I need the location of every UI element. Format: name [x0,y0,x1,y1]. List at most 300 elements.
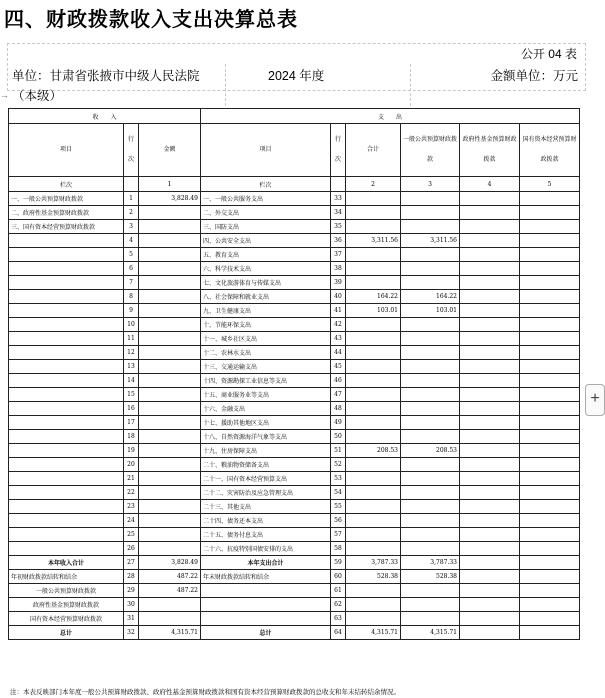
expense-state-capital [520,374,580,388]
table-row [9,556,580,570]
income-item: 本年收入合计 [9,556,124,570]
expense-item: 二十二、灾害防治及应急管理支出 [201,486,331,500]
expense-item: 九、卫生健康支出 [201,304,331,318]
col-index-4: 4 [460,177,520,192]
income-amount [139,332,201,346]
expense-general-budget [401,486,460,500]
table-row [9,360,580,374]
table-row [9,262,580,276]
expense-row-no: 58 [331,542,346,556]
expense-state-capital [520,248,580,262]
expense-state-capital [520,304,580,318]
expense-gov-fund [460,318,520,332]
expense-item: 十一、城乡社区支出 [201,332,331,346]
expense-state-capital [520,192,580,206]
income-row-no: 3 [124,220,139,234]
col-index-empty [124,177,139,192]
col-index-5: 5 [520,177,580,192]
expense-general-budget [401,360,460,374]
expense-item [201,598,331,612]
income-amount [139,262,201,276]
expense-state-capital [520,528,580,542]
table-row [9,388,580,402]
expense-total [346,528,401,542]
expense-general-budget [401,584,460,598]
expense-general-budget [401,528,460,542]
expense-general-budget [401,248,460,262]
expense-state-capital [520,206,580,220]
income-amount [139,206,201,220]
page-title: 四、财政拨款收入支出决算总表 [4,7,298,31]
income-amount [139,276,201,290]
expense-total: 528.38 [346,570,401,584]
expense-row-no: 54 [331,486,346,500]
expense-general-budget [401,402,460,416]
expense-gov-fund [460,276,520,290]
expense-general-budget [401,220,460,234]
expense-state-capital [520,416,580,430]
expense-row-no: 47 [331,388,346,402]
expense-total [346,458,401,472]
expense-row-no: 48 [331,402,346,416]
income-item [9,514,124,528]
expense-gov-fund [460,556,520,570]
income-item: 总计 [9,626,124,640]
expense-row-no: 43 [331,332,346,346]
income-amount [139,346,201,360]
table-row [9,318,580,332]
expense-general-budget [401,416,460,430]
expense-row-no: 39 [331,276,346,290]
unit-name-line1: 单位：甘肃省张掖市中级人民法院 [12,69,200,83]
table-row [9,444,580,458]
footnote: 注：本表反映部门本年度一般公共预算财政拨款、政府性基金预算财政拨款和国有资本经营预算财政拨款的总收支和年末结转结余情况。 [10,688,400,696]
table-row [9,598,580,612]
expense-general-budget [401,318,460,332]
col-header-total: 合计 [346,124,401,177]
table-row [9,458,580,472]
income-row-no: 4 [124,234,139,248]
expense-general-budget [401,500,460,514]
income-row-no: 27 [124,556,139,570]
expense-total [346,584,401,598]
expense-gov-fund [460,220,520,234]
expense-gov-fund [460,248,520,262]
income-amount [139,500,201,514]
form-number: 公开 04 表 [520,47,577,61]
expense-total [346,318,401,332]
income-amount [139,416,201,430]
expense-item [201,584,331,598]
table-row [9,430,580,444]
income-amount: 3,828.49 [139,556,201,570]
income-amount: 487.22 [139,584,201,598]
expense-state-capital [520,318,580,332]
table-row [9,248,580,262]
col-header-gov-fund: 政府性基金预算财政拨款 [460,124,520,177]
income-row-no: 23 [124,500,139,514]
expense-general-budget: 3,787.33 [401,556,460,570]
expense-gov-fund [460,584,520,598]
expense-total [346,374,401,388]
income-amount [139,430,201,444]
income-row-no: 6 [124,262,139,276]
expense-gov-fund [460,514,520,528]
expense-general-budget: 4,315.71 [401,626,460,640]
income-item [9,542,124,556]
income-amount [139,290,201,304]
table-row [9,514,580,528]
expense-row-no: 56 [331,514,346,528]
income-amount [139,514,201,528]
income-row-no: 12 [124,346,139,360]
expense-total [346,612,401,626]
expense-row-no: 52 [331,458,346,472]
expense-total [346,332,401,346]
expense-general-budget [401,458,460,472]
expense-row-no: 34 [331,206,346,220]
table-row [9,416,580,430]
income-amount [139,612,201,626]
income-item [9,346,124,360]
expense-total: 3,311.56 [346,234,401,248]
budget-summary-table [8,108,580,640]
expense-gov-fund [460,360,520,374]
expense-general-budget [401,346,460,360]
expense-row-no: 36 [331,234,346,248]
income-row-no: 19 [124,444,139,458]
income-item: 年初财政拨款结转和结余 [9,570,124,584]
income-row-no: 10 [124,318,139,332]
expense-item: 七、文化旅游体育与传媒支出 [201,276,331,290]
expense-total [346,472,401,486]
expense-general-budget [401,374,460,388]
income-row-no: 18 [124,430,139,444]
divider [410,64,411,106]
income-row-no: 11 [124,332,139,346]
table-row [9,472,580,486]
table-row [9,500,580,514]
expense-gov-fund [460,402,520,416]
expense-general-budget [401,192,460,206]
expense-row-no: 40 [331,290,346,304]
expense-gov-fund [460,472,520,486]
income-item: 国有资本经营预算财政拨款 [9,612,124,626]
expense-gov-fund [460,570,520,584]
income-row-no: 29 [124,584,139,598]
divider [225,64,226,106]
income-item [9,416,124,430]
expense-total [346,514,401,528]
income-amount [139,374,201,388]
expense-general-budget [401,598,460,612]
income-amount [139,528,201,542]
table-row [9,374,580,388]
expense-general-budget [401,276,460,290]
income-row-no: 17 [124,416,139,430]
expense-row-no: 57 [331,528,346,542]
table-row [9,332,580,346]
expense-gov-fund [460,542,520,556]
table-row [9,626,580,640]
income-item [9,304,124,318]
income-item [9,248,124,262]
income-amount [139,304,201,318]
expense-general-budget: 164.22 [401,290,460,304]
expense-general-budget: 3,311.56 [401,234,460,248]
money-unit: 金额单位：万元 [490,69,578,83]
unit-name-line2: （本级） [12,89,63,103]
expense-item: 十七、援助其他地区支出 [201,416,331,430]
expense-gov-fund [460,388,520,402]
income-item: 一、一般公共预算财政拨款 [9,192,124,206]
income-amount [139,402,201,416]
income-amount [139,318,201,332]
expense-item: 二十四、债务还本支出 [201,514,331,528]
expense-item: 二十一、国有资本经营预算支出 [201,472,331,486]
expense-item: 十五、商业服务业等支出 [201,388,331,402]
expense-total [346,206,401,220]
expense-total: 103.01 [346,304,401,318]
expense-row-no: 37 [331,248,346,262]
income-item [9,486,124,500]
add-button[interactable]: + [585,384,605,416]
expense-item: 十四、资源勘探工业信息等支出 [201,374,331,388]
expense-gov-fund [460,444,520,458]
expense-item: 二十三、其他支出 [201,500,331,514]
income-item [9,360,124,374]
expense-state-capital [520,220,580,234]
income-row-no: 24 [124,514,139,528]
income-row-no: 16 [124,402,139,416]
expense-state-capital [520,234,580,248]
income-item [9,528,124,542]
table-row [9,290,580,304]
col-header-general-budget: 一般公共预算财政拨款 [401,124,460,177]
col-header-income-item: 项目 [9,124,124,177]
expense-gov-fund [460,332,520,346]
expense-state-capital [520,402,580,416]
income-amount: 4,315.71 [139,626,201,640]
expense-total: 208.53 [346,444,401,458]
expense-row-no: 64 [331,626,346,640]
expense-header: 支 出 [201,109,580,124]
table-row [9,612,580,626]
income-item [9,388,124,402]
income-row-no: 8 [124,290,139,304]
expense-state-capital [520,472,580,486]
income-item [9,332,124,346]
expense-row-no: 41 [331,304,346,318]
table-row [9,570,580,584]
expense-item: 十八、自然资源海洋气象等支出 [201,430,331,444]
expense-total: 3,787.33 [346,556,401,570]
expense-state-capital [520,486,580,500]
expense-gov-fund [460,528,520,542]
expense-gov-fund [460,612,520,626]
expense-gov-fund [460,374,520,388]
expense-item: 八、社会保障和就业支出 [201,290,331,304]
expense-total [346,192,401,206]
income-item [9,500,124,514]
expense-state-capital [520,626,580,640]
expense-item: 十、节能环保支出 [201,318,331,332]
expense-state-capital [520,584,580,598]
income-amount: 487.22 [139,570,201,584]
expense-total [346,416,401,430]
expense-state-capital [520,444,580,458]
expense-total [346,220,401,234]
unit-name [12,66,200,106]
income-item [9,234,124,248]
table-row [9,528,580,542]
income-amount [139,388,201,402]
expense-state-capital [520,346,580,360]
income-row-no: 14 [124,374,139,388]
income-item [9,290,124,304]
expense-row-no: 38 [331,262,346,276]
expense-row-no: 61 [331,584,346,598]
expense-row-no: 44 [331,346,346,360]
expense-total [346,598,401,612]
expense-state-capital [520,556,580,570]
expense-row-no: 46 [331,374,346,388]
income-row-no: 25 [124,528,139,542]
table-row [9,402,580,416]
expense-gov-fund [460,626,520,640]
income-row-no: 31 [124,612,139,626]
expense-row-no: 55 [331,500,346,514]
income-item [9,374,124,388]
income-amount: 3,828.49 [139,192,201,206]
expense-gov-fund [460,304,520,318]
income-item: 政府性基金预算财政拨款 [9,598,124,612]
expense-item [201,612,331,626]
expense-item: 总计 [201,626,331,640]
expense-item: 三、国防支出 [201,220,331,234]
expense-state-capital [520,514,580,528]
expense-item: 二十、粮油物资储备支出 [201,458,331,472]
expense-row-no: 60 [331,570,346,584]
expense-state-capital [520,290,580,304]
expense-row-no: 33 [331,192,346,206]
expense-row-no: 63 [331,612,346,626]
expense-item: 二、外交支出 [201,206,331,220]
expense-gov-fund [460,458,520,472]
table-row [9,486,580,500]
expense-item: 一、一般公共服务支出 [201,192,331,206]
expense-gov-fund [460,290,520,304]
income-row-no: 9 [124,304,139,318]
expense-row-no: 59 [331,556,346,570]
table-row [9,220,580,234]
expense-row-no: 53 [331,472,346,486]
income-amount [139,472,201,486]
income-item [9,458,124,472]
row-arrow-icon: → [0,90,9,100]
income-row-no: 5 [124,248,139,262]
expense-total [346,402,401,416]
expense-item: 本年支出合计 [201,556,331,570]
expense-gov-fund [460,430,520,444]
expense-gov-fund [460,192,520,206]
income-item [9,318,124,332]
expense-state-capital [520,388,580,402]
expense-state-capital [520,612,580,626]
income-row-no: 15 [124,388,139,402]
col-header-state-capital: 国有资本经营预算财政拨款 [520,124,580,177]
expense-item: 四、公共安全支出 [201,234,331,248]
expense-general-budget [401,472,460,486]
income-amount [139,444,201,458]
expense-total: 164.22 [346,290,401,304]
income-item: 一般公共预算财政拨款 [9,584,124,598]
expense-row-no: 35 [331,220,346,234]
expense-state-capital [520,430,580,444]
expense-gov-fund [460,416,520,430]
income-row-no: 22 [124,486,139,500]
expense-row-no: 45 [331,360,346,374]
table-row [9,304,580,318]
income-row-no: 13 [124,360,139,374]
col-index-empty [331,177,346,192]
expense-state-capital [520,570,580,584]
expense-row-no: 62 [331,598,346,612]
expense-general-budget [401,206,460,220]
expense-item: 六、科学技术支出 [201,262,331,276]
expense-general-budget [401,542,460,556]
expense-item: 十六、金融支出 [201,402,331,416]
expense-item: 年末财政拨款结转和结余 [201,570,331,584]
expense-general-budget [401,262,460,276]
income-amount [139,360,201,374]
income-amount [139,598,201,612]
expense-total [346,542,401,556]
income-amount [139,248,201,262]
income-row-no: 2 [124,206,139,220]
income-amount [139,220,201,234]
income-amount [139,542,201,556]
income-item: 三、国有资本经营预算财政拨款 [9,220,124,234]
income-header: 收 入 [9,109,201,124]
expense-row-no: 42 [331,318,346,332]
expense-row-no: 49 [331,416,346,430]
income-item [9,262,124,276]
income-item [9,444,124,458]
income-amount [139,458,201,472]
expense-row-no: 50 [331,430,346,444]
expense-state-capital [520,598,580,612]
expense-general-budget: 103.01 [401,304,460,318]
expense-state-capital [520,332,580,346]
expense-item: 五、教育支出 [201,248,331,262]
income-row-no: 20 [124,458,139,472]
col-index-2: 2 [346,177,401,192]
col-index-3: 3 [401,177,460,192]
expense-item: 十九、住房保障支出 [201,444,331,458]
col-header-income-row-no: 行次 [124,124,139,177]
expense-general-budget [401,388,460,402]
income-row-no: 7 [124,276,139,290]
income-row-no: 21 [124,472,139,486]
expense-total [346,500,401,514]
table-row [9,192,580,206]
expense-total [346,346,401,360]
expense-state-capital [520,542,580,556]
income-amount [139,486,201,500]
expense-gov-fund [460,206,520,220]
income-item [9,402,124,416]
